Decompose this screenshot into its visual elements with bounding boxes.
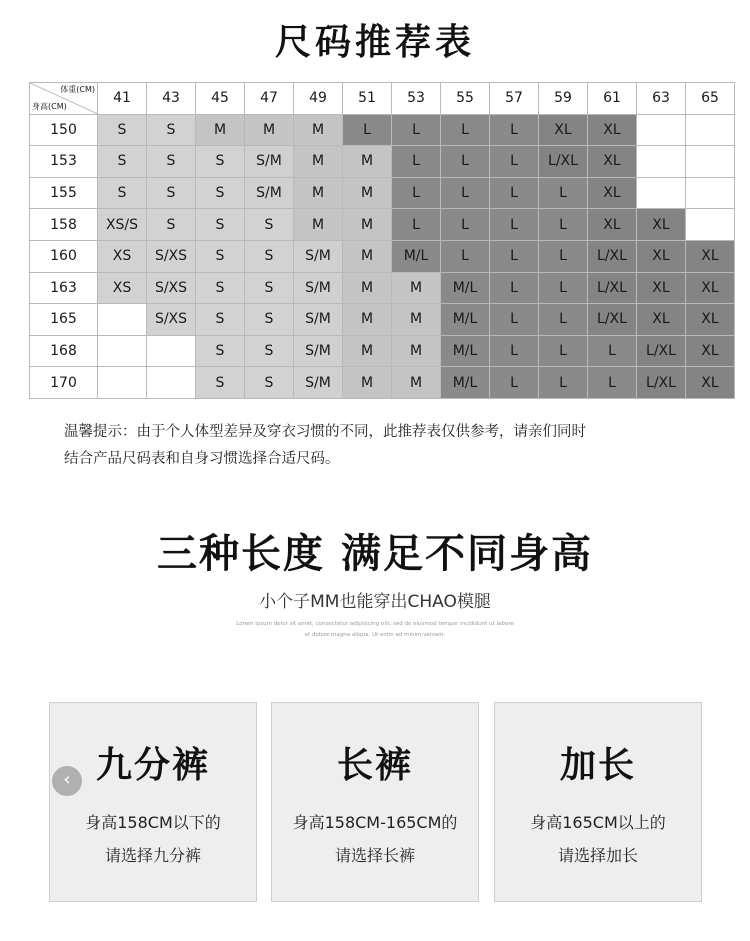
size-cell: L <box>441 114 490 146</box>
page-title: 尺码推荐表 <box>274 22 475 63</box>
size-cell: L <box>490 209 539 241</box>
size-cell: S <box>196 272 245 304</box>
size-cell: XL <box>637 304 686 336</box>
weight-axis-label: 体重(CM) <box>60 85 95 94</box>
size-row <box>30 146 735 178</box>
size-cell: L <box>490 240 539 272</box>
size-row <box>30 177 735 209</box>
size-cell: S/XS <box>147 304 196 336</box>
size-cell: S <box>245 209 294 241</box>
size-row <box>30 209 735 241</box>
weight-header-cell: 63 <box>637 83 686 115</box>
size-cell: L <box>539 335 588 367</box>
size-cell: M <box>294 114 343 146</box>
size-cell: L/XL <box>588 304 637 336</box>
size-cell: S/M <box>294 304 343 336</box>
size-cell: S <box>147 177 196 209</box>
size-cell: S <box>196 146 245 178</box>
size-chart-body <box>30 114 735 398</box>
weight-header-cell: 49 <box>294 83 343 115</box>
size-cell: S <box>196 209 245 241</box>
size-cell: M <box>343 304 392 336</box>
size-cell: L <box>441 240 490 272</box>
size-cell: S <box>245 335 294 367</box>
size-cell: S/M <box>294 335 343 367</box>
size-cell: S/M <box>245 146 294 178</box>
size-cell: S/M <box>294 367 343 399</box>
size-cell: M <box>343 177 392 209</box>
size-cell <box>98 367 147 399</box>
size-cell: M/L <box>441 304 490 336</box>
size-cell: S/XS <box>147 240 196 272</box>
size-cell: L <box>539 367 588 399</box>
size-cell: L <box>490 335 539 367</box>
placeholder-line-1: Lorem ipsum dolor sit amet, consectetur adipisicing elit, sed do eiusmod tempor incididunt ut labore <box>236 621 514 627</box>
size-cell: M/L <box>441 272 490 304</box>
size-cell: S <box>245 367 294 399</box>
size-cell: L/XL <box>588 272 637 304</box>
size-cell: S <box>98 146 147 178</box>
card-long-pants <box>271 702 479 902</box>
height-row-header: 165 <box>30 304 98 336</box>
weight-header-cell: 47 <box>245 83 294 115</box>
size-cell: L <box>588 335 637 367</box>
size-cell: L <box>490 367 539 399</box>
weight-header-cell: 53 <box>392 83 441 115</box>
size-cell: XS <box>98 272 147 304</box>
size-cell: M/L <box>441 335 490 367</box>
size-cell: S/M <box>294 272 343 304</box>
card-desc-line-1: 身高158CM-165CM的 <box>292 813 458 832</box>
card-title: 加长 <box>559 745 636 786</box>
size-cell: XL <box>686 240 735 272</box>
size-cell: XS/S <box>98 209 147 241</box>
size-cell <box>686 146 735 178</box>
size-cell: L <box>441 209 490 241</box>
size-cell: L <box>490 304 539 336</box>
table-corner-header <box>30 83 98 115</box>
size-cell: L <box>441 146 490 178</box>
weight-header-cell: 61 <box>588 83 637 115</box>
size-cell <box>686 114 735 146</box>
length-subheadline: 小个子MM也能穿出CHAO模腿 <box>259 592 491 612</box>
size-row <box>30 114 735 146</box>
size-row <box>30 304 735 336</box>
card-title: 九分裤 <box>95 745 210 786</box>
size-cell: L <box>441 177 490 209</box>
size-cell: XL <box>686 335 735 367</box>
size-cell: L <box>539 240 588 272</box>
height-row-header: 158 <box>30 209 98 241</box>
size-cell: XL <box>686 304 735 336</box>
size-cell: S/M <box>294 240 343 272</box>
size-cell: XL <box>539 114 588 146</box>
size-chart-table <box>29 82 735 399</box>
placeholder-line-2: et dolore magna aliqua. Ut enim ad minim veniam. <box>304 632 446 638</box>
size-cell <box>147 367 196 399</box>
size-cell: M <box>245 114 294 146</box>
height-row-header: 155 <box>30 177 98 209</box>
size-cell: S <box>196 367 245 399</box>
weight-header-cell: 59 <box>539 83 588 115</box>
size-cell: S <box>245 272 294 304</box>
card-desc-line-1: 身高165CM以上的 <box>530 813 666 832</box>
size-cell: M/L <box>441 367 490 399</box>
size-cell: XL <box>637 240 686 272</box>
size-cell: S <box>245 304 294 336</box>
size-cell: M <box>294 209 343 241</box>
size-cell <box>686 177 735 209</box>
size-cell: L <box>490 146 539 178</box>
card-desc-line-2: 请选择加长 <box>557 846 638 865</box>
weight-header-cell: 43 <box>147 83 196 115</box>
size-cell: L <box>539 209 588 241</box>
placeholder-text <box>190 619 560 641</box>
height-row-header: 150 <box>30 114 98 146</box>
size-cell: L/XL <box>637 367 686 399</box>
size-cell: XS <box>98 240 147 272</box>
size-cell: M <box>343 367 392 399</box>
size-cell: L <box>588 367 637 399</box>
size-cell: M <box>392 272 441 304</box>
note-line-1: 温馨提示：由于个人体型差异及穿衣习惯的不同，此推荐表仅供参考，请亲们同时 <box>64 424 586 440</box>
weight-header-cell: 55 <box>441 83 490 115</box>
size-cell: M <box>196 114 245 146</box>
size-cell: S <box>196 177 245 209</box>
size-cell <box>147 335 196 367</box>
size-cell: XL <box>686 272 735 304</box>
size-cell: L/XL <box>637 335 686 367</box>
size-cell: L <box>392 146 441 178</box>
size-cell: M <box>294 177 343 209</box>
height-row-header: 163 <box>30 272 98 304</box>
size-cell: L <box>490 114 539 146</box>
size-note <box>64 419 724 473</box>
size-cell: M <box>343 209 392 241</box>
size-cell: XL <box>588 209 637 241</box>
size-cell: M <box>294 146 343 178</box>
size-cell: S/M <box>245 177 294 209</box>
card-desc-line-1: 身高158CM以下的 <box>85 813 221 832</box>
weight-header-cell: 57 <box>490 83 539 115</box>
weight-header-cell: 51 <box>343 83 392 115</box>
height-row-header: 168 <box>30 335 98 367</box>
size-cell: S <box>245 240 294 272</box>
size-row <box>30 240 735 272</box>
size-cell: S <box>147 114 196 146</box>
size-cell: M <box>392 304 441 336</box>
size-cell: XL <box>588 146 637 178</box>
size-cell: XL <box>637 209 686 241</box>
height-row-header: 160 <box>30 240 98 272</box>
height-axis-label: 身高(CM) <box>32 101 67 111</box>
size-cell: M <box>343 146 392 178</box>
size-cell: L/XL <box>588 240 637 272</box>
size-cell: XL <box>588 177 637 209</box>
size-cell <box>637 114 686 146</box>
card-title: 长裤 <box>336 745 413 786</box>
size-cell: M <box>392 367 441 399</box>
height-row-header: 170 <box>30 367 98 399</box>
size-cell: L <box>392 177 441 209</box>
size-cell <box>637 177 686 209</box>
height-row-header: 153 <box>30 146 98 178</box>
size-cell: S/XS <box>147 272 196 304</box>
weight-header-row <box>30 83 735 115</box>
size-cell: M <box>343 240 392 272</box>
size-cell: L <box>539 304 588 336</box>
size-row <box>30 367 735 399</box>
size-cell: M <box>343 335 392 367</box>
size-cell: XL <box>637 272 686 304</box>
size-cell <box>98 335 147 367</box>
size-cell: L/XL <box>539 146 588 178</box>
size-cell: L <box>392 114 441 146</box>
size-cell <box>98 304 147 336</box>
size-cell: S <box>147 146 196 178</box>
size-cell: L <box>343 114 392 146</box>
size-cell: L <box>490 272 539 304</box>
card-cropped-pants <box>49 702 257 902</box>
size-cell: M <box>392 335 441 367</box>
size-cell <box>637 146 686 178</box>
size-cell: L <box>392 209 441 241</box>
note-line-2: 结合产品尺码表和自身习惯选择合适尺码。 <box>64 451 340 467</box>
size-cell: XL <box>686 367 735 399</box>
size-cell: L <box>539 272 588 304</box>
size-cell: L <box>490 177 539 209</box>
size-cell: L <box>539 177 588 209</box>
size-cell: S <box>196 335 245 367</box>
size-row <box>30 272 735 304</box>
size-cell <box>686 209 735 241</box>
size-cell: S <box>147 209 196 241</box>
size-cell: XL <box>588 114 637 146</box>
weight-header-cell: 41 <box>98 83 147 115</box>
carousel-prev-button[interactable]: ‹ <box>52 766 82 796</box>
length-headline: 三种长度 满足不同身高 <box>157 531 593 577</box>
size-cell: S <box>98 177 147 209</box>
weight-header-cell: 45 <box>196 83 245 115</box>
size-cell: S <box>196 240 245 272</box>
size-row <box>30 335 735 367</box>
size-cell: S <box>196 304 245 336</box>
card-extra-long-pants <box>494 702 702 902</box>
size-cell: M <box>343 272 392 304</box>
weight-header-cell: 65 <box>686 83 735 115</box>
size-cell: S <box>98 114 147 146</box>
card-desc-line-2: 请选择长裤 <box>334 846 415 865</box>
size-cell: M/L <box>392 240 441 272</box>
card-desc-line-2: 请选择九分裤 <box>104 846 201 865</box>
